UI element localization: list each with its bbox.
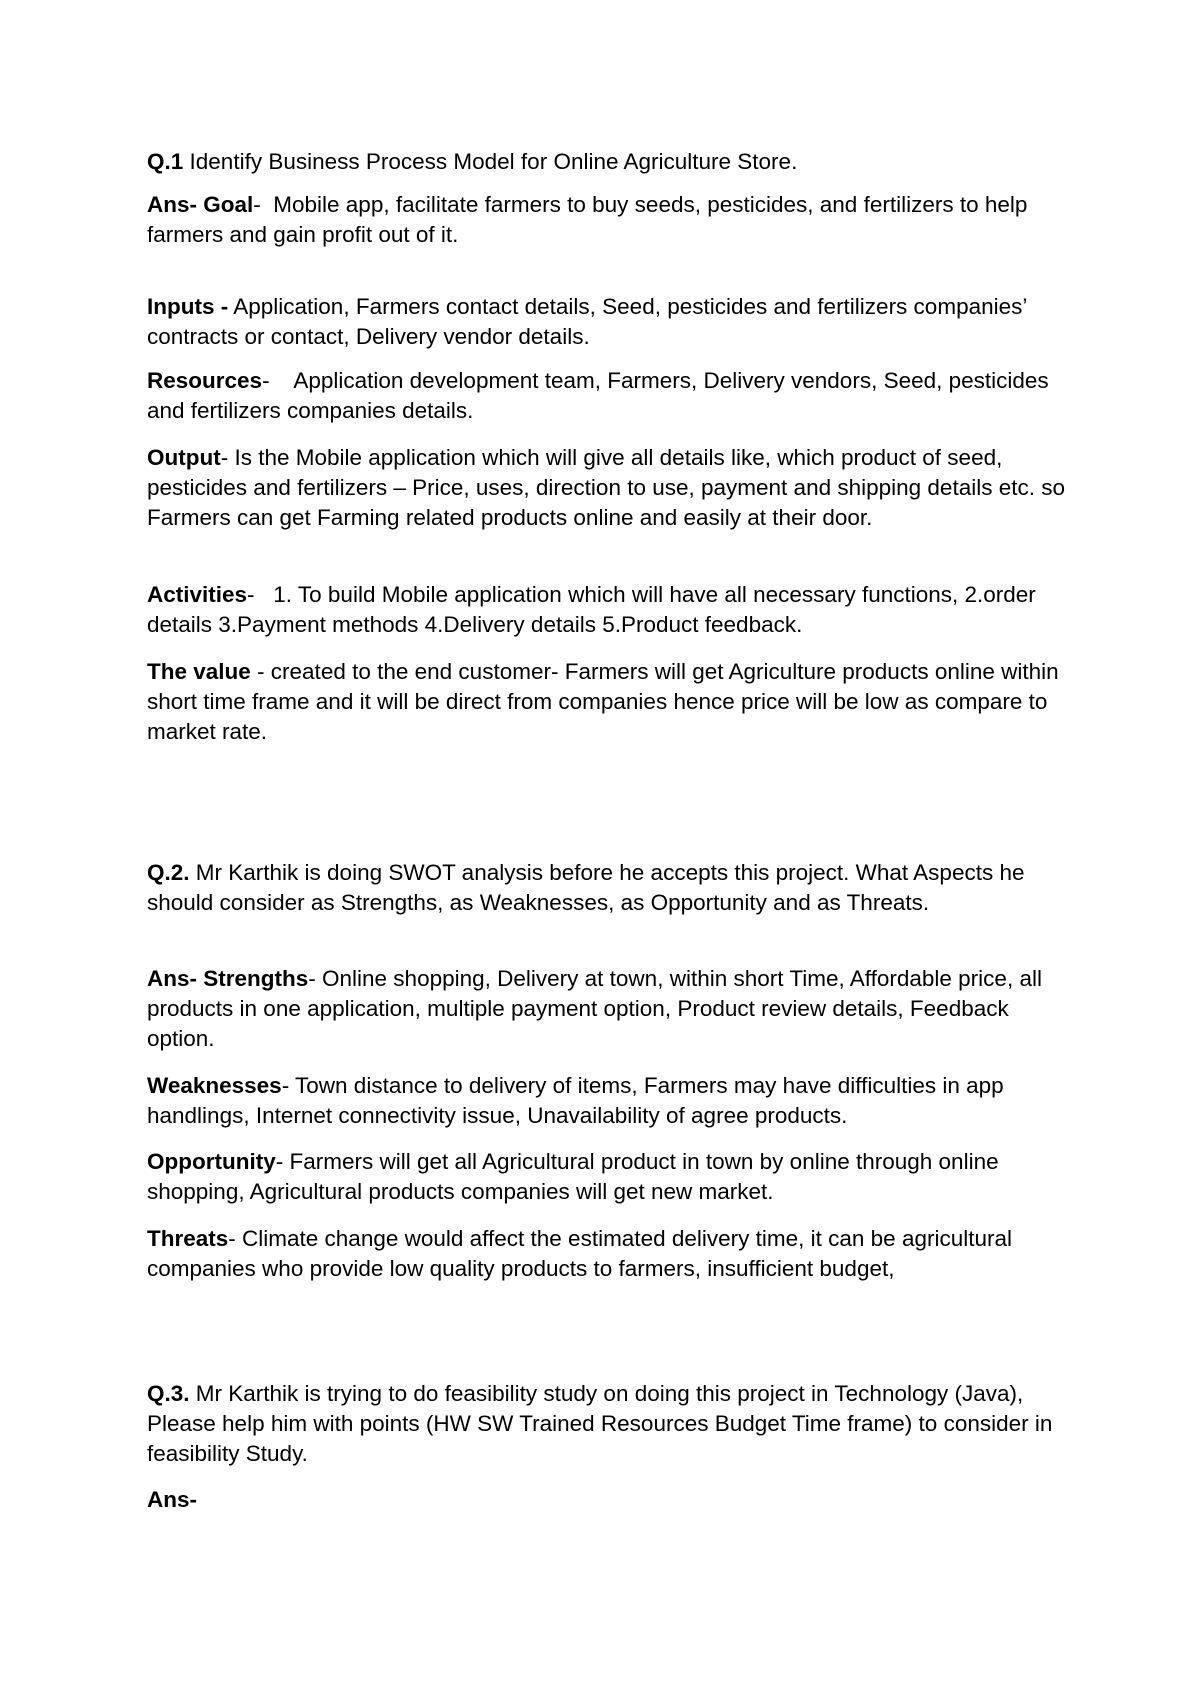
q1-resources-text: - Application development team, Farmers, Delivery vendors, Seed, pesticides and fertilizers companies details. — [147, 368, 1055, 423]
q1-resources — [147, 366, 1067, 426]
q1-inputs — [147, 292, 1067, 352]
q1-activities-label: Activities — [147, 582, 248, 607]
q2-strengths-text: - Online shopping, Delivery at town, within short Time, Affordable price, all products in one application, multiple payment option, Product review details, Feedback option. — [147, 966, 1042, 1051]
q1-question — [147, 147, 1067, 177]
q2-weaknesses — [147, 1071, 1067, 1131]
q1-question-text: Identify Business Process Model for Online Agriculture Store. — [183, 149, 798, 174]
q1-question-label: Q.1 — [147, 149, 184, 174]
q2-opportunity-label: Opportunity — [147, 1149, 276, 1174]
q1-inputs-text: Application, Farmers contact details, Seed, pesticides and fertilizers companies’ contracts or contact, Delivery vendor details. — [147, 294, 1027, 349]
q3-question-label: Q.3. — [147, 1381, 190, 1406]
q1-value-text: - created to the end customer- Farmers will get Agriculture products online within short time frame and it will be direct from companies hence price will be low as compare to market rate. — [147, 659, 1059, 744]
q1-goal — [147, 190, 1067, 250]
q1-output — [147, 443, 1067, 533]
q2-strengths — [147, 964, 1067, 1054]
q2-question-label: Q.2. — [147, 860, 190, 885]
q2-threats-label: Threats — [147, 1226, 229, 1251]
q3-answer-label: Ans- — [147, 1487, 197, 1512]
q3-question — [147, 1379, 1067, 1469]
q1-output-label: Output — [147, 445, 221, 470]
q2-opportunity-text: - Farmers will get all Agricultural product in town by online through online shopping, Agricultural products companies will get new market. — [147, 1149, 999, 1204]
q1-inputs-label: Inputs - — [147, 294, 229, 319]
q3-answer — [147, 1485, 1067, 1515]
q1-resources-label: Resources — [147, 368, 263, 393]
q2-weaknesses-label: Weaknesses — [147, 1073, 282, 1098]
q2-question — [147, 858, 1067, 918]
q1-value — [147, 657, 1067, 747]
q1-output-text: - Is the Mobile application which will give all details like, which product of seed, pesticides and fertilizers – Price, uses, direction to use, payment and shipping details etc. so Farmers can get Farming related products online and easily at their door. — [147, 445, 1065, 530]
q1-activities-text: - 1. To build Mobile application which will have all necessary functions, 2.order details 3.Payment methods 4.Delivery details 5.Product feedback. — [147, 582, 1043, 637]
q1-goal-label: Ans- Goal — [147, 192, 254, 217]
q1-activities — [147, 580, 1067, 640]
q2-weaknesses-text: - Town distance to delivery of items, Farmers may have difficulties in app handlings, Internet connectivity issue, Unavailability of agree products. — [147, 1073, 1004, 1128]
q2-question-text: Mr Karthik is doing SWOT analysis before he accepts this project. What Aspects he should consider as Strengths, as Weaknesses, as Opportunity and as Threats. — [147, 860, 1025, 915]
q2-opportunity — [147, 1147, 1067, 1207]
q1-value-label: The value — [147, 659, 251, 684]
q1-goal-text: - Mobile app, facilitate farmers to buy seeds, pesticides, and fertilizers to help farmers and gain profit out of it. — [147, 192, 1034, 247]
q2-strengths-label: Ans- Strengths — [147, 966, 309, 991]
q2-threats — [147, 1224, 1067, 1284]
q3-question-text: Mr Karthik is trying to do feasibility study on doing this project in Technology (Java), Please help him with points (HW SW Trained Resources Budget Time frame) to consider in feasibility Study. — [147, 1381, 1053, 1466]
q2-threats-text: - Climate change would affect the estimated delivery time, it can be agricultural companies who provide low quality products to farmers, insufficient budget, — [147, 1226, 1013, 1281]
